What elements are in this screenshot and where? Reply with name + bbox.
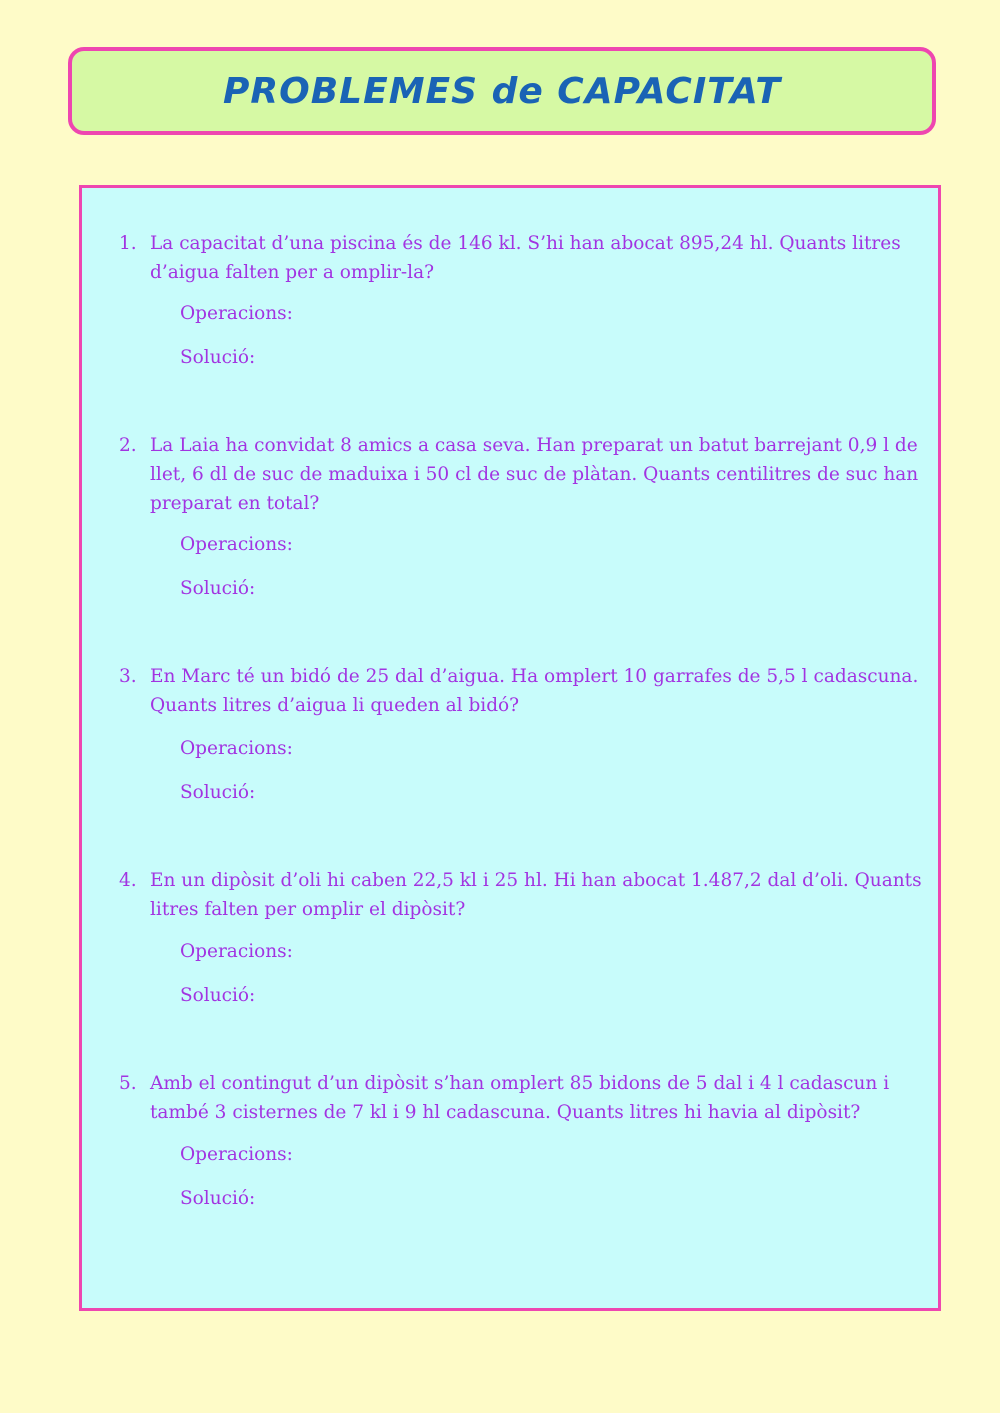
problem-number: 4. (119, 870, 137, 891)
title-banner (68, 47, 936, 135)
problem-1-solution-label: Solució: (180, 347, 256, 368)
problem-3-operations-label: Operacions: (180, 738, 293, 759)
problem-number: 1. (119, 233, 137, 254)
problems-panel (79, 185, 941, 1311)
problem-text: En Marc té un bidó de 25 dal d’aigua. Ha omplert 10 garrafes de 5,5 l cadascuna. Quants litres d’aigua li queden al bidó? (150, 666, 919, 716)
problem-5-operations-label: Operacions: (180, 1144, 293, 1165)
problem-3-solution-label: Solució: (180, 782, 256, 803)
problem-text: Amb el contingut d’un dipòsit s’han omplert 85 bidons de 5 dal i 4 l cadascun i també 3 cisternes de 7 kl i 9 hl cadascuna. Quants litres hi havia al dipòsit? (150, 1073, 890, 1123)
problem-2 (119, 431, 934, 518)
page-title: PROBLEMES de CAPACITAT (223, 70, 781, 112)
problem-number: 5. (119, 1073, 137, 1094)
problem-1-operations-label: Operacions: (180, 303, 293, 324)
problem-3 (119, 662, 934, 720)
problem-2-operations-label: Operacions: (180, 534, 293, 555)
problem-4-operations-label: Operacions: (180, 941, 293, 962)
problem-text: La Laia ha convidat 8 amics a casa seva. Han preparat un batut barrejant 0,9 l de llet, 6 dl de suc de maduixa i 50 cl de suc de plàtan. Quants centilitres de suc han preparat en total? (150, 435, 919, 514)
problem-5 (119, 1069, 934, 1127)
problem-4 (119, 866, 934, 924)
problem-number: 3. (119, 666, 137, 687)
problem-1 (119, 229, 934, 287)
problem-number: 2. (119, 435, 137, 456)
problem-5-solution-label: Solució: (180, 1188, 256, 1209)
problem-4-solution-label: Solució: (180, 985, 256, 1006)
problem-text: En un dipòsit d’oli hi caben 22,5 kl i 25 hl. Hi han abocat 1.487,2 dal d’oli. Quants litres falten per omplir el dipòsit? (150, 870, 922, 920)
problem-text: La capacitat d’una piscina és de 146 kl. S’hi han abocat 895,24 hl. Quants litres d’aigua falten per a omplir-la? (150, 233, 901, 283)
problem-2-solution-label: Solució: (180, 578, 256, 599)
